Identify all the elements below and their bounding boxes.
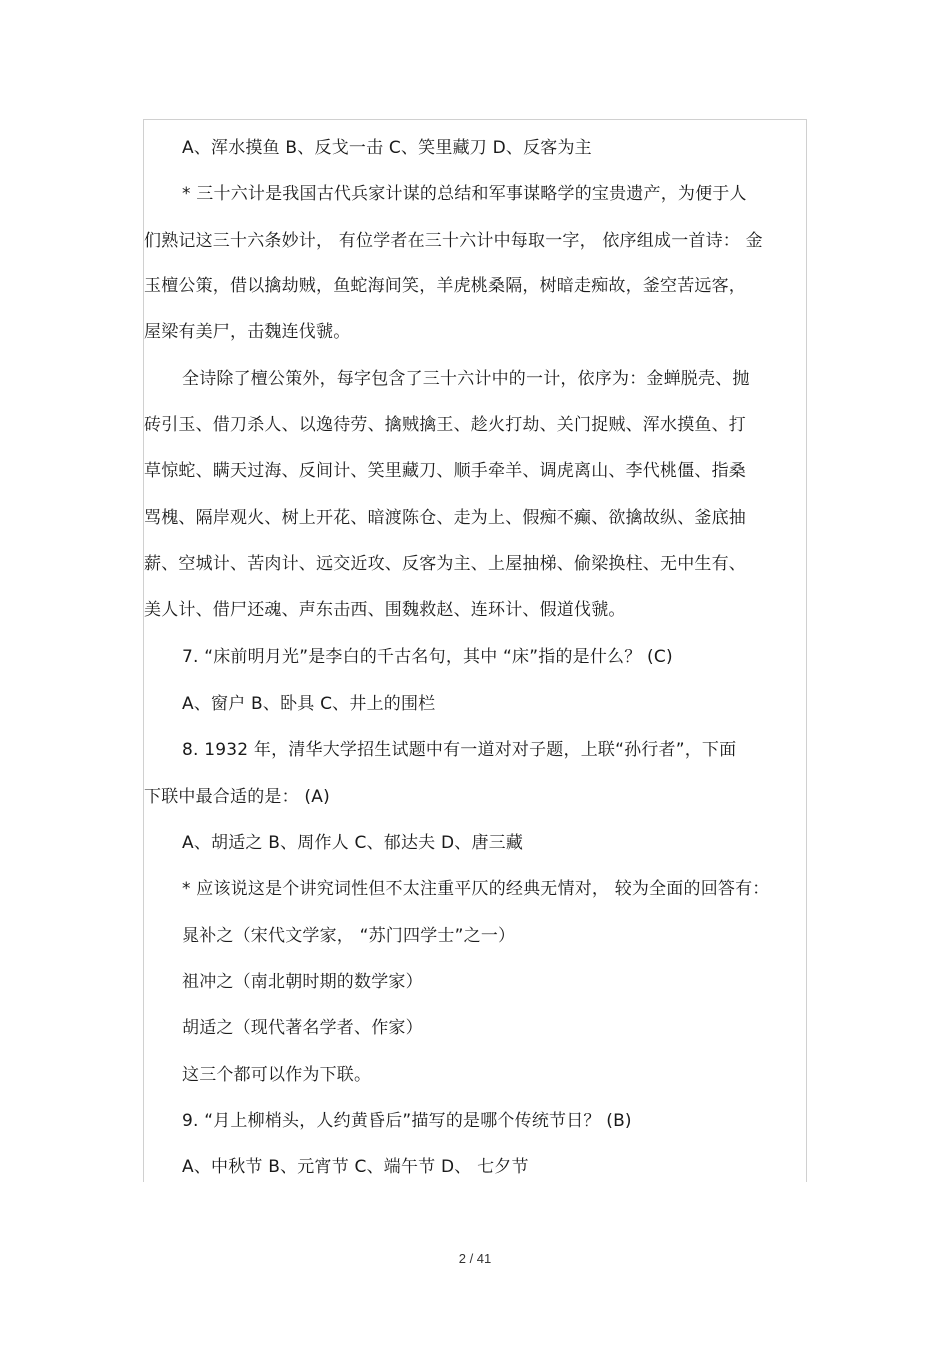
question-9: 9. “月上柳梢头，人约黄昏后”描写的是哪个传统节日？ (B)	[182, 1111, 632, 1131]
text-line: 晁补之（宋代文学家， “苏门四学士”之一）	[182, 926, 516, 946]
question-8-cont: 下联中最合适的是： (A)	[144, 787, 330, 807]
text-line: 全诗除了檀公策外，每字包含了三十六计中的一计，依序为：金蝉脱壳、抛	[182, 369, 750, 389]
page-number: 2 / 41	[458, 1251, 492, 1266]
frame-top-border	[143, 119, 806, 120]
question-8-options: A、胡适之 B、周作人 C、郁达夫 D、唐三藏	[182, 833, 524, 853]
text-line: 骂槐、隔岸观火、树上开花、暗渡陈仓、走为上、假痴不癫、欲擒故纵、釜底抽	[144, 508, 746, 528]
question-7-options: A、窗户 B、卧具 C、井上的围栏	[182, 694, 436, 714]
text-line: 祖冲之（南北朝时期的数学家）	[182, 972, 423, 992]
text-line: 玉檀公策，借以擒劫贼，鱼蛇海间笑，羊虎桃桑隔，树暗走痴故，釜空苦远客，	[144, 276, 746, 296]
question-9-options: A、中秋节 B、元宵节 C、端午节 D、 七夕节	[182, 1157, 529, 1177]
frame-right-border	[806, 119, 807, 1182]
text-line: 屋梁有美尸，击魏连伐虢。	[144, 322, 351, 342]
text-line: 草惊蛇、瞒天过海、反间计、笑里藏刀、顺手牵羊、调虎离山、李代桃僵、指桑	[144, 461, 746, 481]
text-line: 胡适之（现代著名学者、作家）	[182, 1018, 423, 1038]
question-7: 7. “床前明月光”是李白的千古名句，其中 “床”指的是什么？ (C)	[182, 647, 673, 667]
text-line: 美人计、借尸还魂、声东击西、围魏救赵、连环计、假道伐虢。	[144, 600, 626, 620]
text-line: 薪、空城计、苦肉计、远交近攻、反客为主、上屋抽梯、偷梁换柱、无中生有、	[144, 554, 746, 574]
text-line: * 应该说这是个讲究词性但不太注重平仄的经典无情对， 较为全面的回答有：	[182, 879, 770, 899]
text-line: A、浑水摸鱼 B、反戈一击 C、笑里藏刀 D、反客为主	[182, 138, 592, 158]
text-line: 们熟记这三十六条妙计， 有位学者在三十六计中每取一字， 依序组成一首诗： 金	[144, 231, 763, 251]
text-line: 这三个都可以作为下联。	[182, 1065, 372, 1085]
text-line: * 三十六计是我国古代兵家计谋的总结和军事谋略学的宝贵遗产，为便于人	[182, 184, 747, 204]
question-8: 8. 1932 年，清华大学招生试题中有一道对对子题，上联“孙行者”，下面	[182, 740, 737, 760]
text-line: 砖引玉、借刀杀人、以逸待劳、擒贼擒王、趁火打劫、关门捉贼、浑水摸鱼、打	[144, 415, 746, 435]
